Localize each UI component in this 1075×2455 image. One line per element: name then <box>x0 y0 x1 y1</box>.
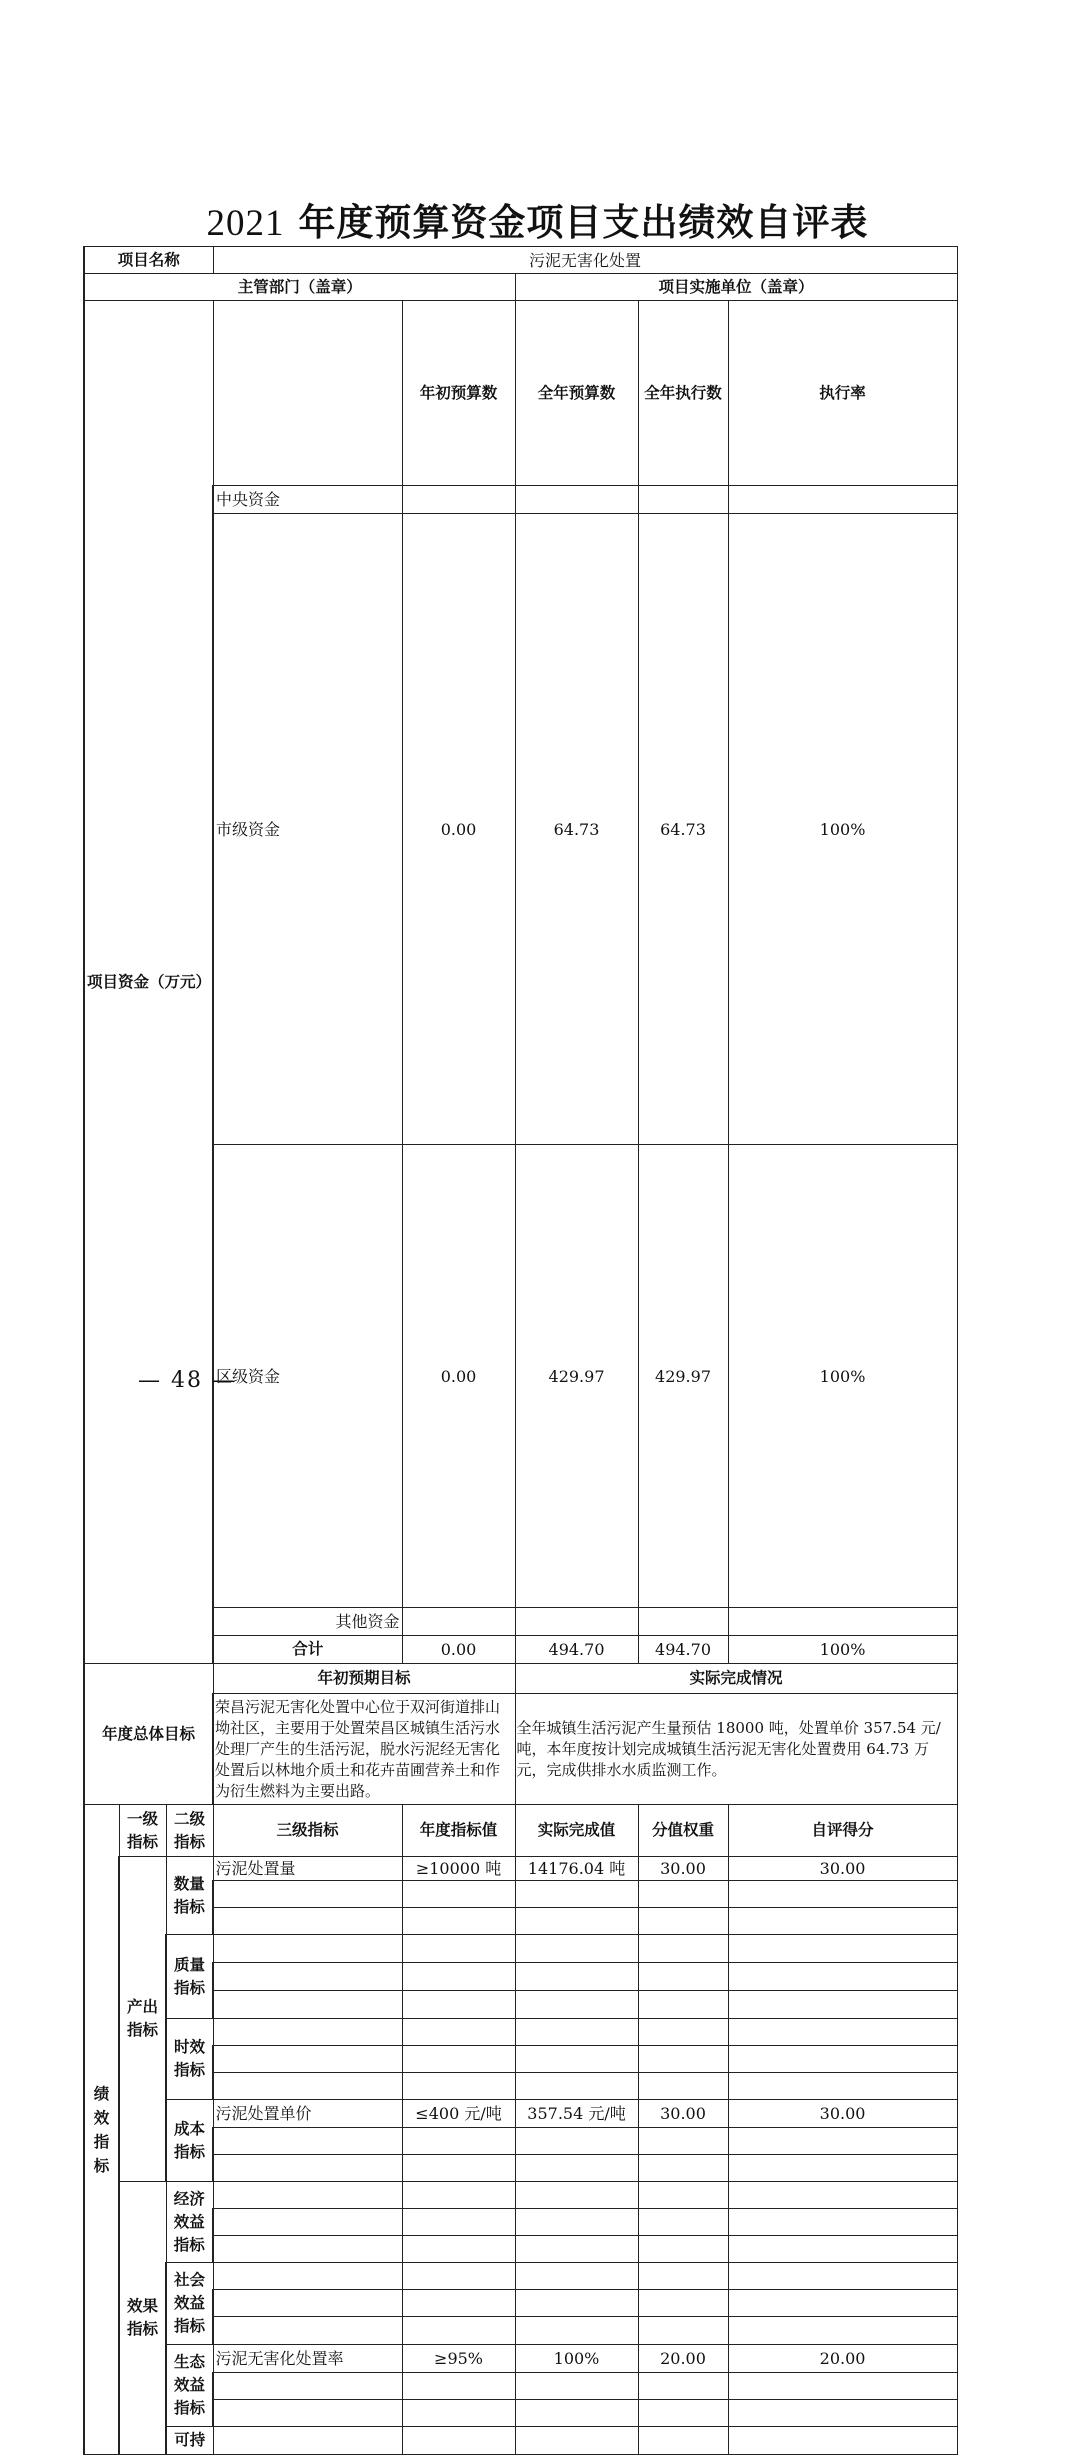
goals-actual-label: 实际完成情况 <box>515 1664 957 1694</box>
funds-row-name: 中央资金 <box>213 486 402 514</box>
indicator-actual: 357.54 元/吨 <box>515 2100 638 2128</box>
goals-label: 年度总体目标 <box>84 1664 213 1805</box>
empty-cell <box>402 2263 515 2290</box>
funds-row-executed <box>638 486 728 514</box>
funds-row-executed <box>638 1608 728 1636</box>
performance-table <box>83 246 958 2455</box>
empty-cell <box>402 1963 515 1991</box>
empty-cell <box>728 2046 957 2073</box>
empty-cell <box>515 1935 638 1963</box>
empty-cell <box>638 2317 728 2345</box>
header-score: 自评得分 <box>728 1805 957 1857</box>
empty-cell <box>728 1908 957 1935</box>
empty-cell <box>728 2400 957 2427</box>
funds-total-label: 合计 <box>213 1636 402 1664</box>
funds-row-name: 区级资金 <box>213 1145 402 1608</box>
empty-cell <box>213 2182 402 2209</box>
empty-cell <box>515 1991 638 2019</box>
empty-cell <box>638 1963 728 1991</box>
empty-cell <box>515 2155 638 2182</box>
funds-row-rate <box>728 486 957 514</box>
empty-cell <box>728 2373 957 2400</box>
funds-header-initial: 年初预算数 <box>402 301 515 486</box>
funds-label: 项目资金（万元） <box>84 301 213 1664</box>
indicator-actual: 14176.04 吨 <box>515 1857 638 1881</box>
funds-row-initial: 0.00 <box>402 514 515 1145</box>
funds-row-initial <box>402 1608 515 1636</box>
empty-cell <box>515 1908 638 1935</box>
empty-cell <box>728 1963 957 1991</box>
impl-unit-label: 项目实施单位（盖章） <box>515 274 957 301</box>
empty-cell <box>638 1935 728 1963</box>
funds-row-annual: 64.73 <box>515 514 638 1145</box>
funds-header-executed: 全年执行数 <box>638 301 728 486</box>
empty-cell <box>515 2128 638 2155</box>
empty-cell <box>213 2317 402 2345</box>
empty-cell <box>515 2209 638 2236</box>
empty-cell <box>728 2317 957 2345</box>
empty-cell <box>213 2073 402 2100</box>
indicator-name: 污泥处置量 <box>213 1857 402 1881</box>
empty-cell <box>515 1963 638 1991</box>
empty-cell <box>402 2400 515 2427</box>
funds-row-rate <box>728 1608 957 1636</box>
empty-cell <box>515 2373 638 2400</box>
empty-cell <box>638 2182 728 2209</box>
empty-cell <box>515 2290 638 2317</box>
empty-cell <box>638 1991 728 2019</box>
funds-header-blank <box>213 301 402 486</box>
empty-cell <box>402 1881 515 1908</box>
empty-cell <box>402 2182 515 2209</box>
empty-cell <box>728 2290 957 2317</box>
funds-header-annual: 全年预算数 <box>515 301 638 486</box>
funds-row-executed: 494.70 <box>638 1636 728 1664</box>
empty-cell <box>728 2263 957 2290</box>
empty-cell <box>638 2400 728 2427</box>
dept-label: 主管部门（盖章） <box>84 274 515 301</box>
header-level3: 三级指标 <box>213 1805 402 1857</box>
funds-row-annual: 429.97 <box>515 1145 638 1608</box>
empty-cell <box>213 1881 402 1908</box>
empty-cell <box>213 1908 402 1935</box>
empty-cell <box>728 2019 957 2046</box>
empty-cell <box>515 2236 638 2263</box>
funds-row-name: 市级资金 <box>213 514 402 1145</box>
empty-cell <box>638 1908 728 1935</box>
empty-cell <box>402 2427 515 2455</box>
empty-cell <box>213 1991 402 2019</box>
quantity-indicator-label: 数量指标 <box>166 1857 213 1935</box>
sustain-indicator-label: 可持 <box>166 2427 213 2455</box>
goals-expected-label: 年初预期目标 <box>213 1664 515 1694</box>
indicator-target: ≥10000 吨 <box>402 1857 515 1881</box>
empty-cell <box>728 2236 957 2263</box>
empty-cell <box>728 2073 957 2100</box>
empty-cell <box>638 2427 728 2455</box>
empty-cell <box>728 1991 957 2019</box>
funds-row-annual <box>515 486 638 514</box>
empty-cell <box>638 1881 728 1908</box>
funds-row-rate: 100% <box>728 1636 957 1664</box>
empty-cell <box>638 2236 728 2263</box>
output-indicator-label: 产出指标 <box>119 1857 166 2182</box>
social-indicator-label: 社会效益指标 <box>166 2263 213 2345</box>
funds-row-name: 其他资金 <box>213 1608 402 1636</box>
funds-row-initial: 0.00 <box>402 1636 515 1664</box>
empty-cell <box>213 1935 402 1963</box>
indicator-name: 污泥无害化处置率 <box>213 2345 402 2373</box>
empty-cell <box>402 1991 515 2019</box>
empty-cell <box>402 2128 515 2155</box>
empty-cell <box>402 2373 515 2400</box>
empty-cell <box>728 2209 957 2236</box>
project-name-label: 项目名称 <box>84 247 213 274</box>
empty-cell <box>213 2019 402 2046</box>
funds-header-rate: 执行率 <box>728 301 957 486</box>
empty-cell <box>402 2290 515 2317</box>
indicator-score: 30.00 <box>728 2100 957 2128</box>
quality-indicator-label: 质量指标 <box>166 1935 213 2019</box>
empty-cell <box>213 2427 402 2455</box>
empty-cell <box>515 1881 638 1908</box>
empty-cell <box>402 2073 515 2100</box>
empty-cell <box>638 2019 728 2046</box>
section-label-text: 绩效指标 <box>93 2084 110 2175</box>
empty-cell <box>638 2263 728 2290</box>
project-name-value: 污泥无害化处置 <box>213 247 957 274</box>
empty-cell <box>213 2046 402 2073</box>
indicator-actual: 100% <box>515 2345 638 2373</box>
indicator-name: 污泥处置单价 <box>213 2100 402 2128</box>
effect-indicator-label: 效果指标 <box>119 2182 166 2455</box>
empty-cell <box>728 2128 957 2155</box>
empty-cell <box>638 2373 728 2400</box>
empty-cell <box>638 2073 728 2100</box>
goals-expected-text: 荣昌污泥无害化处置中心位于双河街道排山坳社区，主要用于处置荣昌区城镇生活污水处理厂产生的生活污泥，脱水污泥经无害化处置后以林地介质土和花卉苗圃营养土和作为衍生燃料为主要出路。 <box>213 1694 515 1805</box>
indicator-weight: 20.00 <box>638 2345 728 2373</box>
indicator-weight: 30.00 <box>638 1857 728 1881</box>
ecological-indicator-label: 生态效益指标 <box>166 2345 213 2427</box>
funds-row-executed: 64.73 <box>638 514 728 1145</box>
empty-cell <box>213 2400 402 2427</box>
empty-cell <box>402 2019 515 2046</box>
header-target: 年度指标值 <box>402 1805 515 1857</box>
funds-row-executed: 429.97 <box>638 1145 728 1608</box>
funds-row-rate: 100% <box>728 1145 957 1608</box>
empty-cell <box>402 1935 515 1963</box>
empty-cell <box>728 2155 957 2182</box>
empty-cell <box>213 2128 402 2155</box>
empty-cell <box>638 2128 728 2155</box>
empty-cell <box>515 2317 638 2345</box>
performance-section-label <box>84 1805 119 2455</box>
page-number: — 48 — <box>138 1368 236 1393</box>
indicator-score: 30.00 <box>728 1857 957 1881</box>
funds-row-annual <box>515 1608 638 1636</box>
header-weight: 分值权重 <box>638 1805 728 1857</box>
funds-row-initial <box>402 486 515 514</box>
empty-cell <box>728 1881 957 1908</box>
header-level1: 一级指标 <box>119 1805 166 1857</box>
goals-actual-text: 全年城镇生活污泥产生量预估 18000 吨，处置单价 357.54 元/吨，本年度按计划完成城镇生活污泥无害化处置费用 64.73 万元，完成供排水水质监测工作。 <box>515 1694 957 1805</box>
empty-cell <box>728 1935 957 1963</box>
cost-indicator-label: 成本指标 <box>166 2100 213 2182</box>
economic-indicator-label: 经济效益指标 <box>166 2182 213 2263</box>
title-text: 年度预算资金项目支出绩效自评表 <box>298 200 869 244</box>
empty-cell <box>213 2209 402 2236</box>
header-actual: 实际完成值 <box>515 1805 638 1857</box>
empty-cell <box>515 2427 638 2455</box>
empty-cell <box>515 2400 638 2427</box>
empty-cell <box>515 2073 638 2100</box>
empty-cell <box>638 2155 728 2182</box>
header-level2: 二级指标 <box>166 1805 213 1857</box>
empty-cell <box>213 2236 402 2263</box>
empty-cell <box>515 2182 638 2209</box>
indicator-score: 20.00 <box>728 2345 957 2373</box>
timeliness-indicator-label: 时效指标 <box>166 2019 213 2100</box>
empty-cell <box>213 1963 402 1991</box>
empty-cell <box>728 2427 957 2455</box>
empty-cell <box>515 2046 638 2073</box>
page-title <box>0 192 1075 246</box>
empty-cell <box>515 2019 638 2046</box>
indicator-weight: 30.00 <box>638 2100 728 2128</box>
empty-cell <box>728 2182 957 2209</box>
empty-cell <box>638 2209 728 2236</box>
empty-cell <box>638 2046 728 2073</box>
empty-cell <box>213 2263 402 2290</box>
indicator-target: ≥95% <box>402 2345 515 2373</box>
empty-cell <box>402 2317 515 2345</box>
empty-cell <box>402 2236 515 2263</box>
funds-row-annual: 494.70 <box>515 1636 638 1664</box>
empty-cell <box>402 2209 515 2236</box>
funds-row-rate: 100% <box>728 514 957 1145</box>
indicator-target: ≤400 元/吨 <box>402 2100 515 2128</box>
empty-cell <box>213 2373 402 2400</box>
empty-cell <box>213 2155 402 2182</box>
empty-cell <box>402 1908 515 1935</box>
empty-cell <box>402 2046 515 2073</box>
funds-row-initial: 0.00 <box>402 1145 515 1608</box>
empty-cell <box>402 2155 515 2182</box>
empty-cell <box>213 2290 402 2317</box>
empty-cell <box>515 2263 638 2290</box>
title-year: 2021 <box>206 203 285 244</box>
empty-cell <box>638 2290 728 2317</box>
